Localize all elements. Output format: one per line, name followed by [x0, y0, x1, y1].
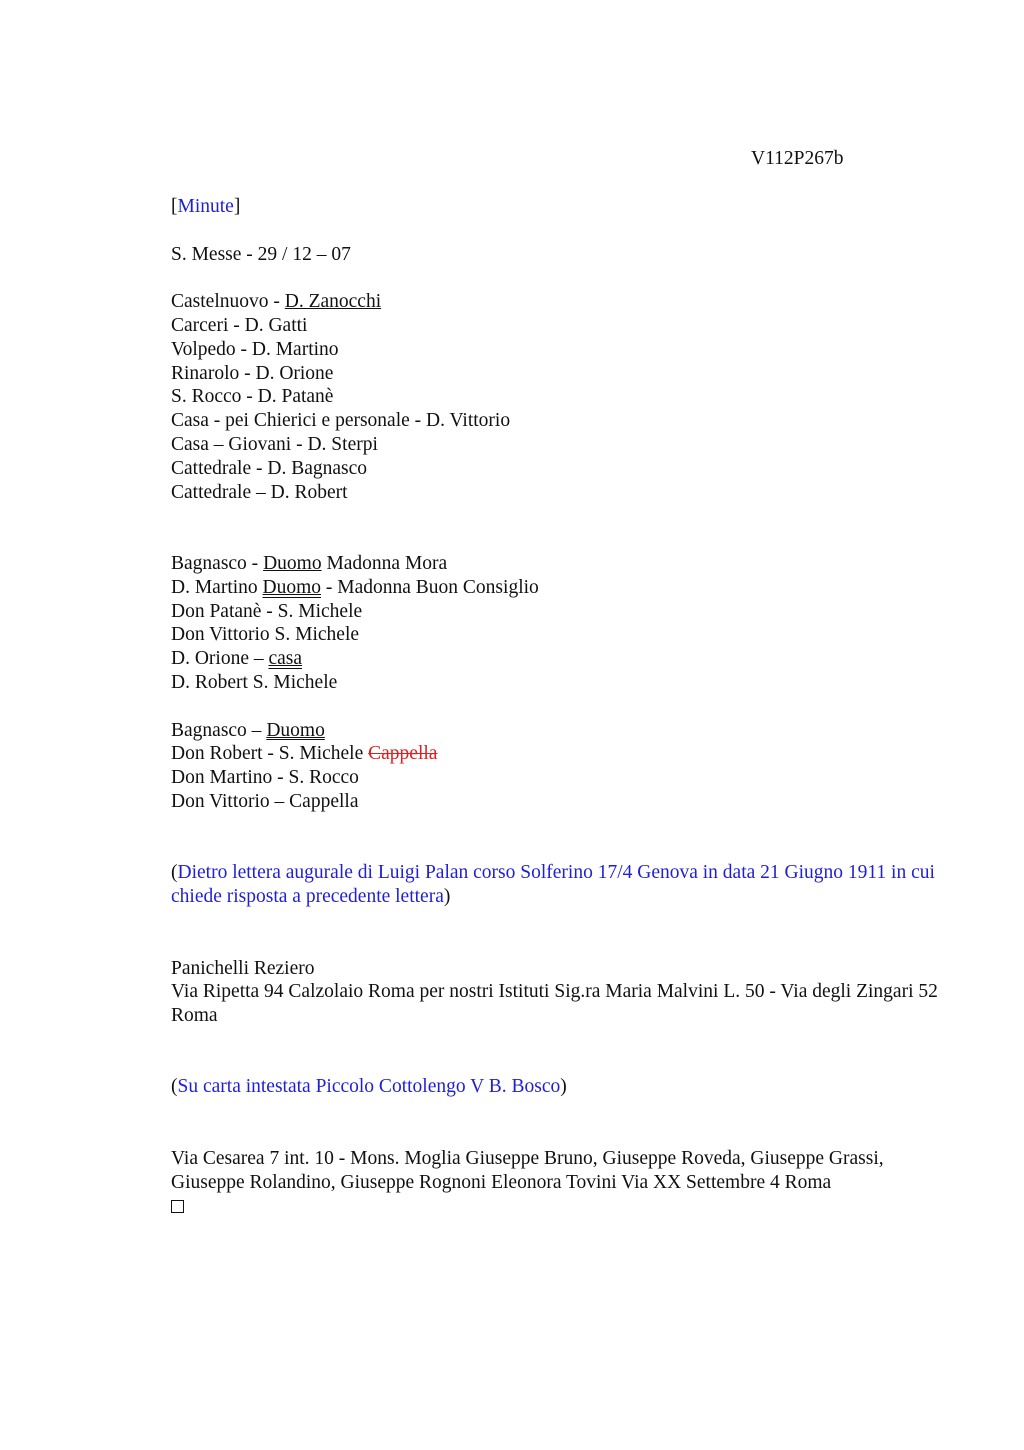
- list-item: Castelnuovo - D. Zanocchi: [171, 291, 382, 313]
- editorial-note-letterhead: (Su carta intestata Piccolo Cottolengo V B. Bosco): [171, 1076, 567, 1098]
- list-item: Cattedrale – D. Robert: [171, 481, 348, 503]
- list-item: Carceri - D. Gatti: [171, 314, 308, 336]
- checkbox-icon: [171, 1200, 184, 1213]
- list-item: Rinarolo - D. Orione: [171, 362, 334, 384]
- list-item: Volpedo - D. Martino: [171, 338, 339, 360]
- person-name: Panichelli Reziero: [171, 957, 315, 979]
- list-item: Cattedrale - D. Bagnasco: [171, 457, 368, 479]
- list-item: Bagnasco - Duomo Madonna Mora: [171, 552, 448, 574]
- document-body: [171, 195, 941, 1220]
- deleted-word: Cappella: [368, 743, 438, 765]
- minute-label: Minute: [177, 196, 234, 217]
- underlined-name: D. Zanocchi: [284, 291, 382, 313]
- reference-code: V112P267b: [751, 148, 844, 169]
- double-underlined-word: casa: [268, 648, 303, 670]
- list-item: Don Robert - S. Michele Cappella: [171, 743, 438, 765]
- address-text: Via Ripetta 94 Calzolaio Roma per nostri Istituti Sig.ra Maria Malvini L. 50 - Via degli Zingari 52 Roma: [171, 981, 938, 1027]
- address-block: [171, 957, 941, 1028]
- list-item: Bagnasco – Duomo: [171, 719, 325, 741]
- editorial-note-letter: (Dietro lettera augurale di Luigi Palan corso Solferino 17/4 Genova in data 21 Giugno 1911 in cui chiede risposta a precedente lettera): [171, 862, 935, 908]
- list-item: Don Vittorio S. Michele: [171, 624, 360, 646]
- second-assignments-list: [171, 552, 941, 695]
- bracket-close: ]: [233, 196, 241, 217]
- double-underlined-word: Duomo: [266, 719, 325, 741]
- third-assignments-list: [171, 719, 941, 814]
- underlined-word: Duomo: [263, 552, 322, 574]
- bracket-open: [: [171, 196, 178, 217]
- mass-date-title: S. Messe - 29 / 12 – 07: [171, 243, 351, 265]
- names-address-paragraph: Via Cesarea 7 int. 10 - Mons. Moglia Giuseppe Bruno, Giuseppe Roveda, Giuseppe Grassi, Giuseppe Rolandino, Giuseppe Rognoni Eleonora Tovini Via XX Settembre 4 Roma: [171, 1147, 884, 1193]
- double-underlined-word: Duomo: [262, 576, 322, 598]
- editorial-note-text: Su carta intestata Piccolo Cottolengo V B. Bosco: [177, 1076, 561, 1098]
- list-item: Don Martino - S. Rocco: [171, 767, 359, 789]
- list-item: D. Martino Duomo - Madonna Buon Consiglio: [171, 576, 539, 598]
- list-item: Don Patanè - S. Michele: [171, 600, 363, 622]
- list-item: D. Robert S. Michele: [171, 671, 338, 693]
- minute-header: [171, 195, 941, 219]
- checkbox-row: [171, 1194, 941, 1220]
- mass-assignments-list: [171, 290, 941, 504]
- list-item: Don Vittorio – Cappella: [171, 790, 359, 812]
- list-item: D. Orione – casa: [171, 648, 303, 670]
- list-item: Casa - pei Chierici e personale - D. Vittorio: [171, 410, 511, 432]
- editorial-note-text: Dietro lettera augurale di Luigi Palan corso Solferino 17/4 Genova in data 21 Giugno 1911 in cui chiede risposta a precedente lettera: [171, 862, 935, 908]
- list-item: S. Rocco - D. Patanè: [171, 386, 334, 408]
- list-item: Casa – Giovani - D. Sterpi: [171, 433, 378, 455]
